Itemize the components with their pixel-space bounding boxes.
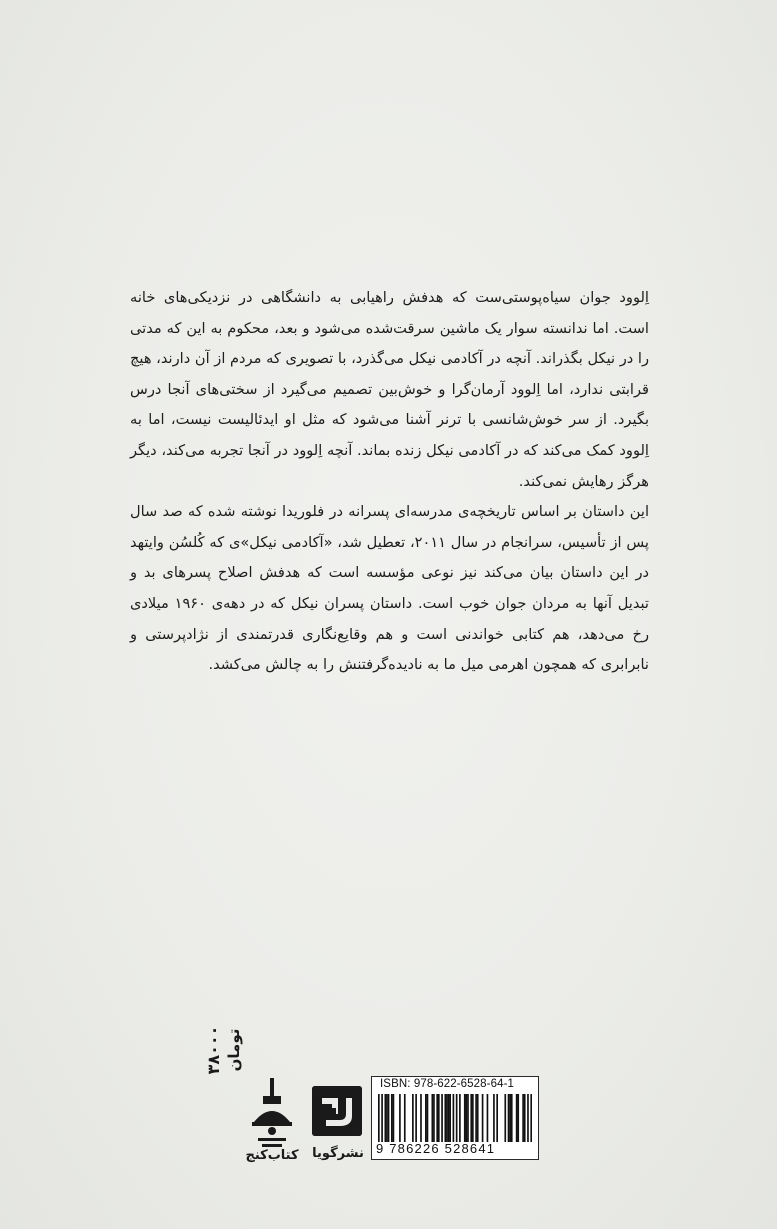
- barcode-bar: [378, 1094, 380, 1142]
- barcode-bar: [436, 1094, 438, 1142]
- barcode: [378, 1094, 532, 1142]
- back-cover-blurb: [130, 283, 649, 681]
- barcode-bar: [524, 1094, 526, 1142]
- barcode-bar: [444, 1094, 446, 1142]
- barcode-bar: [467, 1094, 469, 1142]
- barcode-bar: [415, 1094, 417, 1142]
- barcode-bar: [438, 1094, 440, 1142]
- price-currency: تومان: [225, 1028, 243, 1072]
- barcode-bar: [504, 1094, 506, 1142]
- barcode-bar: [399, 1094, 401, 1142]
- barcode-bar: [431, 1094, 433, 1142]
- barcode-bar: [420, 1094, 422, 1142]
- barcode-bar: [393, 1094, 395, 1142]
- barcode-bar: [530, 1094, 532, 1142]
- barcode-bar: [384, 1094, 386, 1142]
- barcode-bar: [386, 1094, 388, 1142]
- barcode-bar: [511, 1094, 513, 1142]
- barcode-bar: [516, 1094, 518, 1142]
- barcode-bar: [404, 1094, 406, 1142]
- barcode-bar: [381, 1094, 383, 1142]
- barcode-bar: [527, 1094, 529, 1142]
- barcode-bar: [464, 1094, 466, 1142]
- barcode-bar: [470, 1094, 472, 1142]
- barcode-bar: [427, 1094, 429, 1142]
- barcode-bar: [475, 1094, 477, 1142]
- barcode-bar: [433, 1094, 435, 1142]
- barcode-bar: [459, 1094, 461, 1142]
- barcode-bar: [482, 1094, 484, 1142]
- barcode-bar: [509, 1094, 511, 1142]
- blurb-paragraph: این داستان بر اساس تاریخچه‌ی مدرسه‌ای پسرانه در فلوریدا نوشته شده که صد سال پس از تأسیس، سرانجام در سال ۲۰۱۱، تعطیل شد، «آکادمی نیکل»ی که کُلسُن وایتهد در این داستان بیان می‌کند نیز نوعی مؤسسه است که هدفش اصلاح پسرهای بد و تبدیل آنها به مردان جوان خوب است. داستان پسران نیکل که در دهه‌ی ۱۹۶۰ میلادی رخ می‌دهد، هم کتابی خواندنی است و هم وقایع‌نگاری قدرتمندی از نژادپرستی و نابرابری که همچون اهرمی میل ما به نادیده‌گرفتنش را به چالش می‌کشد.: [130, 503, 649, 674]
- isbn-barcode-box: [371, 1076, 539, 1160]
- barcode-bar: [425, 1094, 427, 1142]
- goya-publisher-caption: نشرگویا: [312, 1146, 364, 1161]
- isbn-label: ISBN: 978-622-6528-64-1: [380, 1078, 514, 1090]
- barcode-bar: [496, 1094, 498, 1142]
- barcode-bar: [493, 1094, 495, 1142]
- barcode-bar: [477, 1094, 479, 1142]
- barcode-bar: [453, 1094, 455, 1142]
- lamp-publisher-caption: کتاب‌کنج: [245, 1148, 299, 1163]
- barcode-bar: [466, 1094, 468, 1142]
- barcode-bar: [412, 1094, 414, 1142]
- barcode-bar: [456, 1094, 458, 1142]
- barcode-bar: [517, 1094, 519, 1142]
- barcode-bar: [441, 1094, 443, 1142]
- lamp-icon: [250, 1078, 294, 1148]
- barcode-bar: [449, 1094, 451, 1142]
- barcode-bar: [446, 1094, 448, 1142]
- barcode-bar: [508, 1094, 510, 1142]
- price-amount: ۳۸۰۰۰: [204, 1025, 223, 1075]
- barcode-bar: [522, 1094, 524, 1142]
- barcode-bar: [472, 1094, 474, 1142]
- barcode-bar: [388, 1094, 390, 1142]
- barcode-bar: [391, 1094, 393, 1142]
- barcode-bar: [487, 1094, 489, 1142]
- barcode-number: 9 786226 528641: [376, 1141, 496, 1156]
- goya-logo-icon: [312, 1086, 362, 1136]
- blurb-paragraph: اِلوود جوان سیاه‌پوستی‌ست که هدفش راهیابی به دانشگاهی در نزدیکی‌های خانه است. اما ندانسته سوار یک ماشین سرقت‌شده می‌شود و بعد، محکوم به این که مدتی را در نیکل بگذراند. آنچه در آکادمی نیکل می‌گذرد، با تصویری که مردم از آن دارند، هیچ قرابتی ندارد، اما اِلوود آرمان‌گرا و خوش‌بین تصمیم می‌گیرد از سختی‌های آنجا درس بگیرد. از سر خوش‌شانسی با ترنر آشنا می‌شود که مثل او ایدئالیست نیست، اما به اِلوود کمک می‌کند که در آکادمی نیکل زنده بماند. آنچه اِلوود در آنجا تجربه می‌کند، دیگر هرگز رهایش نمی‌کند.: [130, 289, 649, 490]
- price-label: [204, 1020, 244, 1080]
- barcode-bar: [448, 1094, 450, 1142]
